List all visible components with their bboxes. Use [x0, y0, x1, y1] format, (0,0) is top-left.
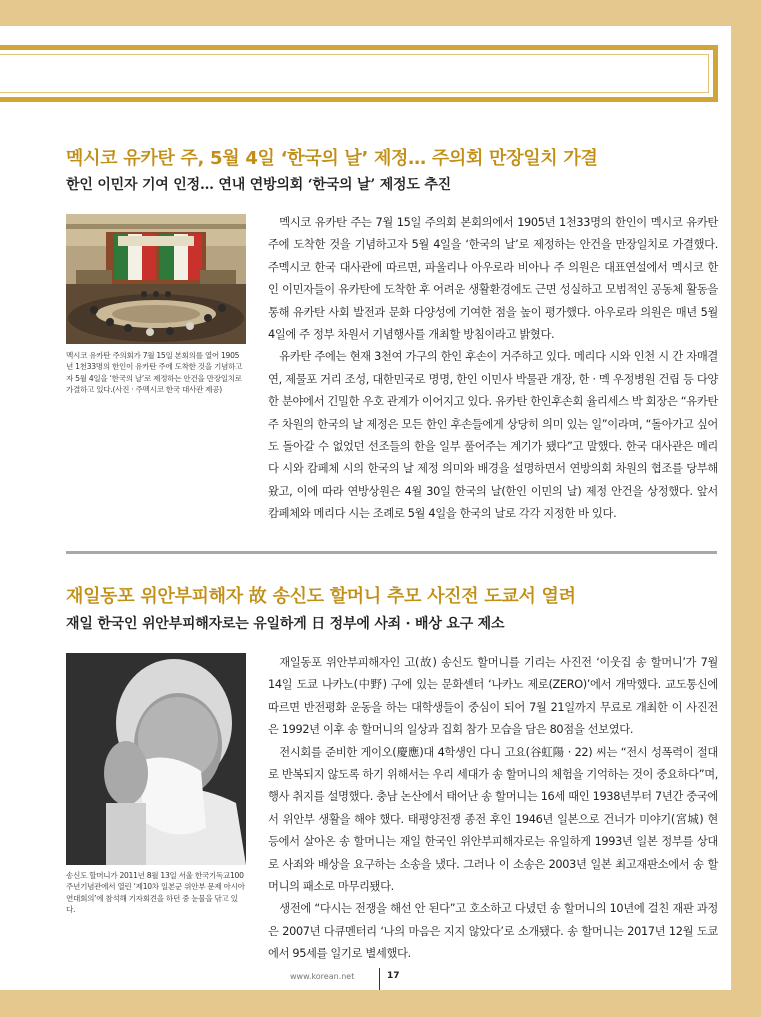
- page-number: 17: [387, 971, 400, 981]
- assembly-photo: [66, 214, 246, 344]
- article1-body: [268, 212, 718, 530]
- article2-body: [268, 652, 718, 961]
- section-header-band: [0, 45, 718, 102]
- section-header-band-inner: [0, 54, 709, 93]
- article1-paragraph: 멕시코 유카탄 주는 7월 15일 주의회 본회의에서 1905년 1천33명의 한인이 멕시코 유카탄 주에 도착한 것을 기념하고자 5월 4일을 ‘한국의 날’로 제정하는 안건을 만장일치로 가결했다. 주멕시코 한국 대사관에 따르면, 파울리나 아우로라 비아나 주 의원은 대표연설에서 멕시코 한인 이민자들이 유카탄에 도착한 후 어려운 생활환경에도 근면 성실하고 모범적인 공동체 활동을 통해 유카탄 사회 발전과 문화 다양성에 기여한 점을 높이 평가했다. 아우로라 의원은 매년 5월 4일에 주 정부 차원서 기념행사를 개최할 방침이라고 밝혔다.: [268, 216, 718, 342]
- footer-url: www.korean.net: [290, 972, 355, 981]
- article1-paragraph: 유카탄 주에는 현재 3천여 가구의 한인 후손이 거주하고 있다. 메리다 시와 인천 시 간 자매결연, 제물포 거리 조성, 대한민국로 명명, 한인 이민사 박물관 개장, 한 · 멕 우정병원 건립 등 다양한 분야에서 긴밀한 우호 관계가 이어지고 있다. 유카탄 한인후손회 율리세스 박 회장은 “유카탄 주 차원의 한국의 날 제정은 모든 한인 후손들에게 상당히 의미 있는 일”이라며, “돌아가고 싶어도 돌아갈 수 없었던 선조들의 한을 일부 풀어주는 계기가 됐다”고 말했다. 한국 대사관은 메리다 시와 캄페체 시의 한국의 날 제정 의미와 배경을 설명하면서 연방의회 차원의 협조를 당부해 왔고, 이에 따라 연방상원은 4월 30일 한국의 날(한인 이민의 날) 제정 안건을 상정했다. 앞서 캄페체와 메리다 시는 조례로 5월 4일을 한국의 날로 각각 지정한 바 있다.: [268, 350, 718, 521]
- grandmother-photo: [66, 653, 246, 865]
- article2-paragraph: 전시회를 준비한 게이오(慶應)대 4학생인 다니 고요(谷虹陽 · 22) 씨는 “전시 성폭력이 절대로 반복되지 않도록 하기 위해서는 우리 세대가 송 할머니의 체험을 기억하는 것이 중요하다”며, 행사 취지를 설명했다. 충남 논산에서 태어난 송 할머니는 16세 때인 1938년부터 7년간 중국에서 위안부 생활을 해야 했다. 태평양전쟁 종전 후인 1946년 일본으로 건너가 미야기(宮城) 현 등에서 살아온 송 할머니는 재일 한국인 위안부피해자로는 유일하게 1993년 일본 정부를 상대로 사죄와 배상을 요구하는 소송을 냈다. 그러나 이 소송은 2003년 일본 최고재판소에서 송 할머니의 패소로 마무리됐다.: [268, 745, 718, 894]
- article1-subhead: 한인 이민자 기여 인정… 연내 연방의회 ‘한국의 날’ 제정도 추진: [66, 177, 451, 193]
- article1-caption: 멕시코 유카탄 주의회가 7월 15일 본회의를 열어 1905년 1천33명의 한인이 유카탄 주에 도착한 것을 기념하고자 5월 4일을 ‘한국의 날’로 제정하는 안건을 만장일치로 가결하고 있다.(사진 · 주멕시코 한국 대사관 제공): [66, 351, 243, 395]
- footer-divider: [379, 968, 380, 990]
- article1-headline: 멕시코 유카탄 주, 5월 4일 ‘한국의 날’ 제정… 주의회 만장일치 가결: [66, 148, 598, 169]
- grandmother-photo-image: [66, 653, 246, 865]
- article2-headline: 재일동포 위안부피해자 故 송신도 할머니 추모 사진전 도쿄서 열려: [66, 586, 576, 607]
- article2-subhead: 재일 한국인 위안부피해자로는 유일하게 日 정부에 사죄 · 배상 요구 제소: [66, 616, 505, 632]
- article2-paragraph: 재일동포 위안부피해자인 고(故) 송신도 할머니를 기리는 사진전 ‘이웃집 송 할머니’가 7월 14일 도쿄 나카노(中野) 구에 있는 문화센터 ‘나카노 제로(ZERO)’에서 개막했다. 교도통신에 따르면 반전평화 운동을 하는 대학생들이 중심이 되어 7월 21일까지 무료로 개최한 이 사진전은 1992년 이후 송 할머니의 일상과 집회 참가 모습을 담은 80점을 선보였다.: [268, 656, 718, 737]
- assembly-photo-image: [66, 214, 246, 344]
- article2-caption: 송신도 할머니가 2011년 8월 13일 서울 한국기독교100주년기념관에서 열린 ‘제10차 일본군 위안부 문제 아시아연대회의’에 참석해 기자회견을 하던 중 눈물을 닦고 있다.: [66, 871, 245, 915]
- article-divider: [66, 551, 717, 554]
- article2-paragraph: 생전에 “다시는 전쟁을 해선 안 된다”고 호소하고 다녔던 송 할머니의 10년에 걸친 재판 과정은 2007년 다큐멘터리 ‘나의 마음은 지지 않았다’로 소개됐다. 송 할머니는 2017년 12월 도쿄에서 95세를 일기로 별세했다.: [268, 902, 718, 961]
